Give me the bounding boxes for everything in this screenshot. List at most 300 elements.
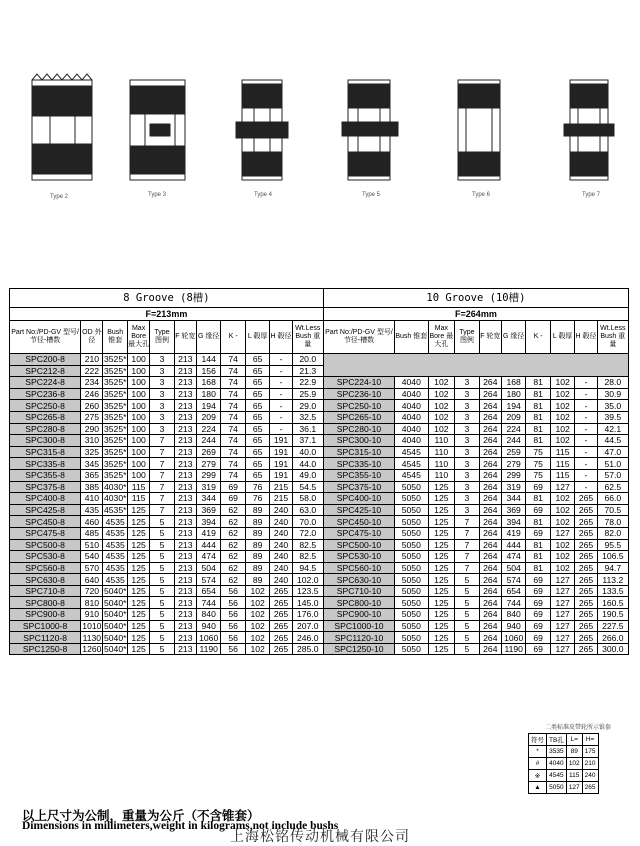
right-cell: 125 — [428, 562, 455, 574]
right-header-cell: G 缘径 — [501, 321, 525, 354]
left-cell: 56 — [221, 585, 245, 597]
left-cell: 4535 — [103, 527, 127, 539]
right-cell: 265 — [575, 493, 597, 505]
left-cell: 265 — [270, 609, 292, 621]
legend-title: 二类标准皮带轮所示锥套 — [544, 725, 611, 731]
left-header-cell: Bush 锥套 — [103, 321, 127, 354]
left-cell: 5040* — [103, 597, 127, 608]
table-row — [10, 504, 629, 516]
legend-cell: 89 — [566, 746, 582, 758]
right-blank-cell — [323, 354, 628, 377]
left-cell: 82.5 — [292, 539, 323, 551]
right-cell: 4545 — [395, 469, 428, 481]
left-cell: 4535 — [103, 516, 127, 528]
right-cell: 69 — [526, 481, 550, 493]
left-cell: 65 — [245, 423, 269, 435]
right-cell: 125 — [428, 493, 455, 505]
left-cell: 76 — [245, 493, 269, 505]
left-cell: 7 — [150, 435, 174, 447]
left-part-number: SPC630-8 — [10, 574, 81, 586]
left-cell: 444 — [196, 539, 220, 551]
right-cell: 69 — [526, 504, 550, 516]
legend-cell: 210 — [582, 758, 598, 770]
left-header-cell: K - — [221, 321, 245, 354]
left-cell: 290 — [81, 423, 103, 435]
right-cell: 4040 — [395, 435, 428, 447]
right-cell: 35.0 — [597, 400, 628, 412]
left-cell: 213 — [174, 551, 196, 563]
left-cell: 180 — [196, 388, 220, 400]
legend-header-cell: L= — [566, 734, 582, 746]
right-cell: 94.7 — [597, 562, 628, 574]
left-cell: 240 — [270, 527, 292, 539]
left-cell: 213 — [174, 597, 196, 609]
left-cell: 76 — [245, 481, 269, 493]
note-english: Dimensions in millimeters,weight in kilograms,not include bushs — [22, 820, 339, 832]
right-cell: 127 — [550, 632, 574, 644]
right-cell: 127 — [550, 481, 574, 493]
left-cell: 44.0 — [292, 458, 323, 470]
right-cell: 78.0 — [597, 516, 628, 528]
left-cell: - — [270, 377, 292, 389]
left-cell: 5 — [150, 620, 174, 632]
left-cell: 5 — [150, 609, 174, 621]
right-cell: 3 — [455, 469, 479, 481]
right-cell: 7 — [455, 539, 479, 551]
left-cell: 810 — [81, 597, 103, 609]
left-cell: 191 — [270, 435, 292, 447]
left-cell: 1190 — [196, 643, 220, 655]
left-cell: 58.0 — [292, 493, 323, 505]
right-cell: 102 — [550, 504, 574, 516]
right-cell: - — [575, 423, 597, 435]
right-cell: 125 — [428, 504, 455, 516]
right-cell: 5050 — [395, 481, 428, 493]
right-cell: 224 — [501, 423, 525, 435]
right-cell: 300.0 — [597, 643, 628, 655]
left-cell: 21.3 — [292, 365, 323, 377]
right-cell: 57.0 — [597, 469, 628, 481]
left-part-number: SPC530-8 — [10, 551, 81, 563]
left-cell: 5 — [150, 527, 174, 539]
left-cell: 115 — [127, 493, 149, 505]
left-part-number: SPC300-8 — [10, 435, 81, 447]
right-cell: 264 — [479, 504, 501, 516]
left-cell: 1060 — [196, 632, 220, 644]
right-cell: 125 — [428, 609, 455, 621]
left-cell: 62 — [221, 562, 245, 574]
right-cell: 102 — [428, 377, 455, 389]
right-cell: 69 — [526, 585, 550, 597]
left-cell: 3525* — [103, 389, 127, 400]
left-cell: 125 — [127, 551, 149, 563]
right-cell: 5050 — [395, 609, 428, 621]
left-cell: 7 — [150, 469, 174, 481]
right-cell: 81 — [526, 388, 550, 400]
right-cell: 4040 — [395, 388, 428, 400]
pulley-type-diagrams — [10, 58, 630, 208]
left-cell: 485 — [81, 527, 103, 539]
left-cell: 720 — [81, 585, 103, 597]
left-cell: 102.0 — [292, 574, 323, 586]
right-cell: 264 — [479, 423, 501, 435]
left-cell: 3 — [150, 411, 174, 423]
left-cell: 74 — [221, 377, 245, 389]
left-cell: 65 — [245, 388, 269, 400]
left-cell: 74 — [221, 400, 245, 412]
left-cell: 213 — [174, 388, 196, 400]
legend-cell: ※ — [529, 770, 547, 782]
right-part-number: SPC475-10 — [323, 527, 394, 539]
right-cell: 69 — [526, 609, 550, 621]
legend-cell: 240 — [582, 770, 598, 782]
left-cell: 89 — [245, 562, 269, 574]
header-row — [10, 321, 629, 354]
left-cell: 4030* — [103, 481, 127, 492]
right-cell: 1190 — [501, 643, 525, 655]
left-part-number: SPC400-8 — [10, 493, 81, 505]
right-header-cell: Bush 锥套 — [395, 321, 428, 354]
right-part-number: SPC425-10 — [323, 504, 394, 516]
right-cell: 125 — [428, 585, 455, 597]
right-header-cell: Wt.Less Bush 重量 — [597, 321, 628, 354]
table-row — [10, 620, 629, 632]
left-cell: 40.0 — [292, 446, 323, 458]
right-part-number: SPC315-10 — [323, 446, 394, 458]
left-cell: 56 — [221, 597, 245, 609]
left-cell: 213 — [174, 377, 196, 389]
right-cell: 81 — [526, 377, 550, 389]
right-cell: 7 — [455, 551, 479, 563]
left-cell: 460 — [81, 516, 103, 528]
right-cell: 81 — [526, 516, 550, 528]
left-cell: 640 — [81, 574, 103, 586]
bush-legend — [528, 722, 628, 794]
left-cell: 125 — [127, 539, 149, 551]
left-cell: 265 — [270, 643, 292, 655]
right-cell: 3 — [455, 423, 479, 435]
left-cell: 279 — [196, 458, 220, 470]
right-cell: 264 — [479, 632, 501, 644]
left-part-number: SPC500-8 — [10, 539, 81, 551]
left-cell: 102 — [245, 585, 269, 597]
type-6-drawing — [458, 80, 500, 180]
left-cell: 940 — [196, 620, 220, 632]
table-row — [10, 551, 629, 563]
left-part-number: SPC200-8 — [10, 354, 81, 366]
right-cell: 133.5 — [597, 585, 628, 597]
right-part-number: SPC335-10 — [323, 458, 394, 470]
right-part-number: SPC400-10 — [323, 493, 394, 505]
right-cell: 125 — [428, 632, 455, 644]
left-cell: 213 — [174, 423, 196, 435]
right-cell: 75 — [526, 458, 550, 470]
left-cell: 191 — [270, 458, 292, 470]
left-cell: 3 — [150, 354, 174, 366]
type-2-drawing — [32, 74, 92, 180]
right-cell: 264 — [479, 620, 501, 632]
left-cell: 125 — [127, 562, 149, 574]
right-cell: 265 — [575, 504, 597, 516]
legend-cell: 175 — [582, 746, 598, 758]
right-cell: 102 — [550, 388, 574, 400]
left-cell: 4535 — [103, 562, 127, 574]
right-title: 10 Groove (10槽) — [323, 289, 628, 308]
right-cell: 319 — [501, 481, 525, 493]
left-cell: 265 — [270, 620, 292, 632]
right-cell: 264 — [479, 574, 501, 586]
right-header-cell: K - — [526, 321, 550, 354]
left-cell: 102 — [245, 597, 269, 609]
right-cell: 81 — [526, 411, 550, 423]
left-cell: 100 — [127, 354, 149, 366]
left-cell: 54.5 — [292, 481, 323, 493]
left-cell: 74 — [221, 388, 245, 400]
left-cell: 240 — [270, 516, 292, 528]
left-part-number: SPC450-8 — [10, 516, 81, 528]
right-header-cell: H 毂径 — [575, 321, 597, 354]
right-cell: 125 — [428, 539, 455, 551]
right-cell: - — [575, 458, 597, 470]
left-cell: 435 — [81, 504, 103, 516]
right-part-number: SPC500-10 — [323, 539, 394, 551]
right-cell: 264 — [479, 481, 501, 493]
left-cell: 100 — [127, 435, 149, 447]
left-cell: 5040* — [103, 586, 127, 597]
right-cell: 51.0 — [597, 458, 628, 470]
right-cell: 125 — [428, 516, 455, 528]
right-cell: 265 — [575, 574, 597, 586]
left-part-number: SPC1000-8 — [10, 620, 81, 632]
left-cell: 4030* — [103, 493, 127, 504]
right-cell: 264 — [479, 411, 501, 423]
left-cell: 213 — [174, 527, 196, 539]
left-cell: 3525* — [103, 354, 127, 365]
right-cell: 102 — [550, 562, 574, 574]
left-cell: 3525* — [103, 365, 127, 376]
left-cell: 74 — [221, 435, 245, 447]
right-cell: 264 — [479, 469, 501, 481]
legend-row — [529, 746, 599, 758]
left-cell: 100 — [127, 446, 149, 458]
left-cell: 100 — [127, 365, 149, 377]
left-cell: 5040* — [103, 632, 127, 643]
right-cell: - — [575, 481, 597, 493]
left-cell: 7 — [150, 481, 174, 493]
right-cell: 47.0 — [597, 446, 628, 458]
right-part-number: SPC800-10 — [323, 597, 394, 609]
left-part-number: SPC315-8 — [10, 446, 81, 458]
left-cell: 62 — [221, 527, 245, 539]
left-cell: 191 — [270, 446, 292, 458]
left-cell: 63.0 — [292, 504, 323, 516]
right-cell: 265 — [575, 585, 597, 597]
right-cell: 5 — [455, 620, 479, 632]
right-cell: 265 — [575, 551, 597, 563]
left-cell: 123.5 — [292, 585, 323, 597]
right-cell: 4040 — [395, 423, 428, 435]
left-cell: 5 — [150, 539, 174, 551]
right-cell: 190.5 — [597, 609, 628, 621]
left-cell: 5 — [150, 562, 174, 574]
left-part-number: SPC710-8 — [10, 585, 81, 597]
right-header-cell: L 毂厚 — [550, 321, 574, 354]
legend-cell: 4545 — [547, 770, 567, 782]
legend-cell: 4040 — [547, 758, 567, 770]
legend-header-cell: 符号 — [529, 734, 547, 746]
right-cell: 69 — [526, 574, 550, 586]
left-cell: 125 — [127, 516, 149, 528]
left-header-cell: Wt.Less Bush 重量 — [292, 321, 323, 354]
left-cell: - — [270, 365, 292, 377]
right-part-number: SPC375-10 — [323, 481, 394, 493]
right-cell: 5 — [455, 643, 479, 655]
left-header-cell: Max Bore 最大孔 — [127, 321, 149, 354]
right-cell: 102 — [550, 493, 574, 505]
left-cell: 56 — [221, 620, 245, 632]
right-cell: 81 — [526, 562, 550, 574]
table-row — [10, 446, 629, 458]
right-cell: 474 — [501, 551, 525, 563]
left-cell: 265 — [270, 585, 292, 597]
right-header-cell: Part No:/PD-GV 型号/节径-槽数 — [323, 321, 394, 354]
right-cell: 394 — [501, 516, 525, 528]
left-cell: 69 — [221, 481, 245, 493]
left-cell: 240 — [270, 562, 292, 574]
right-cell: 125 — [428, 481, 455, 493]
legend-table — [528, 733, 599, 794]
left-cell: 102 — [245, 620, 269, 632]
table-row — [10, 411, 629, 423]
left-cell: 56 — [221, 632, 245, 644]
right-cell: 265 — [575, 539, 597, 551]
legend-cell: 265 — [582, 782, 598, 794]
table-row — [10, 435, 629, 447]
right-cell: 70.5 — [597, 504, 628, 516]
right-cell: 504 — [501, 562, 525, 574]
right-cell: 194 — [501, 400, 525, 412]
left-cell: 89 — [245, 551, 269, 563]
right-part-number: SPC265-10 — [323, 411, 394, 423]
left-cell: 504 — [196, 562, 220, 574]
left-cell: 20.0 — [292, 354, 323, 366]
left-header-cell: Type 图例 — [150, 321, 174, 354]
type-3-label: Type 3 — [148, 192, 167, 198]
left-cell: 25.9 — [292, 388, 323, 400]
left-cell: 213 — [174, 458, 196, 470]
right-part-number: SPC224-10 — [323, 377, 394, 389]
left-cell: 209 — [196, 411, 220, 423]
right-cell: 180 — [501, 388, 525, 400]
left-cell: 144 — [196, 354, 220, 366]
left-cell: 275 — [81, 411, 103, 423]
right-cell: 264 — [479, 446, 501, 458]
left-cell: 4535 — [103, 551, 127, 563]
table-body — [10, 354, 629, 655]
right-cell: 265 — [575, 643, 597, 655]
table-row — [10, 423, 629, 435]
left-part-number: SPC265-8 — [10, 411, 81, 423]
left-cell: 246 — [81, 388, 103, 400]
right-cell: 4040 — [395, 377, 428, 389]
left-cell: 1260 — [82, 644, 102, 655]
type-6-label: Type 6 — [472, 192, 491, 198]
left-cell: 7 — [150, 504, 174, 516]
right-part-number: SPC530-10 — [323, 551, 394, 563]
right-cell: 3 — [455, 400, 479, 412]
table-row — [10, 539, 629, 551]
left-cell: 213 — [174, 643, 196, 655]
left-cell: 213 — [174, 446, 196, 458]
right-cell: 209 — [501, 411, 525, 423]
right-part-number: SPC900-10 — [323, 609, 394, 621]
left-header-cell: L 毂厚 — [245, 321, 269, 354]
left-cell: 94.5 — [292, 562, 323, 574]
left-cell: 74 — [221, 469, 245, 481]
right-cell: 81 — [526, 551, 550, 563]
left-cell: 540 — [81, 551, 103, 563]
legend-cell: 127 — [566, 782, 582, 794]
left-cell: 74 — [221, 423, 245, 435]
left-cell: 65 — [245, 446, 269, 458]
left-cell: 102 — [245, 632, 269, 644]
table-row — [10, 609, 629, 621]
left-cell: 145.0 — [292, 597, 323, 609]
type-7-label: Type 7 — [582, 192, 601, 198]
right-cell: - — [575, 411, 597, 423]
right-cell: 264 — [479, 527, 501, 539]
right-cell: 264 — [479, 643, 501, 655]
left-cell: 240 — [270, 574, 292, 586]
left-cell: 213 — [174, 493, 196, 505]
right-cell: 3 — [455, 446, 479, 458]
left-cell: 102 — [245, 609, 269, 621]
right-part-number: SPC710-10 — [323, 585, 394, 597]
left-cell: 285.0 — [292, 643, 323, 655]
left-cell: 168 — [196, 377, 220, 389]
left-cell: 65 — [245, 365, 269, 377]
right-cell: 69 — [526, 527, 550, 539]
left-part-number: SPC280-8 — [10, 423, 81, 435]
left-cell: 3 — [150, 365, 174, 377]
left-cell: 100 — [127, 469, 149, 481]
right-cell: 4545 — [395, 446, 428, 458]
right-header-cell: F 轮宽 — [479, 321, 501, 354]
left-cell: 62 — [221, 516, 245, 528]
right-cell: 81 — [526, 435, 550, 447]
right-cell: 265 — [575, 562, 597, 574]
left-cell: 574 — [196, 574, 220, 586]
left-part-number: SPC1120-8 — [10, 632, 81, 644]
right-cell: - — [575, 435, 597, 447]
right-cell: 127 — [550, 620, 574, 632]
table-row — [10, 354, 629, 366]
right-cell: 5050 — [395, 562, 428, 574]
type-4-drawing — [236, 80, 288, 180]
left-cell: 3 — [150, 423, 174, 435]
left-cell: 394 — [196, 516, 220, 528]
right-cell: 69 — [526, 643, 550, 655]
right-cell: 28.0 — [597, 377, 628, 389]
left-cell: 474 — [196, 551, 220, 563]
left-cell: 89 — [245, 539, 269, 551]
table-row — [10, 527, 629, 539]
table-row — [10, 516, 629, 528]
right-cell: 5 — [455, 632, 479, 644]
legend-row — [529, 770, 599, 782]
table-row — [10, 400, 629, 412]
right-cell: - — [575, 469, 597, 481]
